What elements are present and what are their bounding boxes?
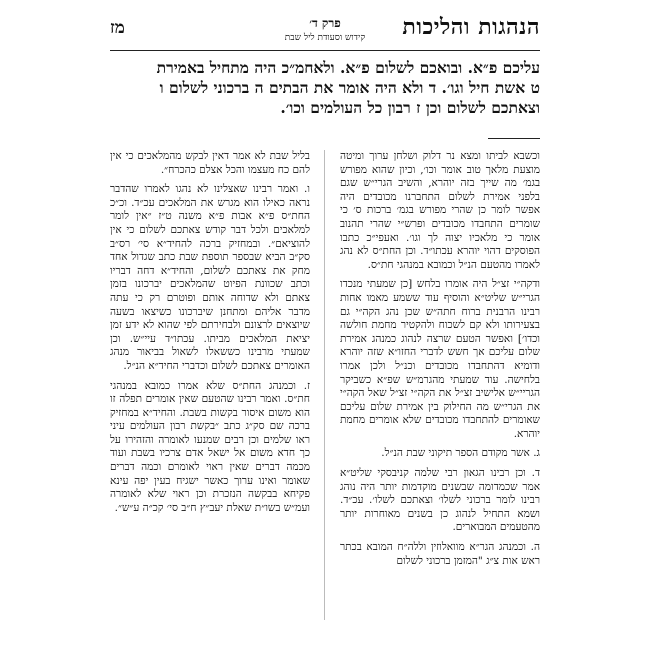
- footnote-paragraph: ו. ואמר רבינו שאצלינו לא נהגו לאמרו שהדבר נראה כאילו הוא מגרש את המלאכים עכ״ד. וכ״כ החת״ס פ״א אבות פ״א משנה ט״ז ״אין לומר למלאכים ולכל דבר קודש צאתכם לשלום כי אין להוציאם״. ובמחזיק ברכה להחיד״א סי׳ רס״ב סק״ב הביא שבספר תוספת שבת כתב שגדול אחד מחק את צאתכם לשלום, והחיד״א דחה דבריו וכתב שכוונת הפיוט שהמלאכים יברכונו בזמן צאתם ולא שדוחה אותם ופוטרם רק כי עתה מדבר אליהם ומתחנן שיברכונו כשיצאו בשעה שיוצאים לרצונם ולבחירתם לפי שהוא לא ידע זמן יציאת המלאכים מביתו. עכתו״ד עיי״ש. וכן שמעתי מרבינו כששאלו לשאול בביאור מנהג האומרים צאתכם לשלום וכדברי החיד״א הנ״ל.: [110, 183, 310, 372]
- footnote-paragraph: וכשבא לביתו ומצא נר דלוק ושלחן ערוך ומיטה מוצעת מלאך טוב אומר וכו׳, וכיון שהוא מפורש בגמ׳ מה שייך בזה יוהרא, והשיב הגרי״ש שגם בלפני אמירת לשלום התחברנו מכובדים היה אפשר לומר כן שהרי מפורש בגמ׳ ברכות ס׳ כי שומרים התחבדו מכובדים ופרש״י שהרי תהנוב אומר כי מלאכיו יצוה לך וגו׳. ואעפי״כ כתבו הפוסקים דהוי יוהרא עכתו״ד. וכן החת״ס לא נהג לאמרו מהטעם הנ״ל וכמובא במנהגי חת״ס.: [340, 150, 540, 271]
- footnote-divider: [488, 138, 540, 139]
- subsection-label: קידוש וסעודת ליל שבת: [284, 33, 366, 43]
- footnotes-right-column: [340, 150, 540, 574]
- page-header: [110, 14, 540, 54]
- footnote-paragraph: ז. וכמנהג החת״ס שלא אמרו כמובא במנהגי חת״ס. ואמר רבינו שהטעם שאין אומרים תפלה זו הוא משום איסור בקשות בשבת. והחיד״א במחזיק ברכה שם סק״ג כתב ״בקשת רבון העולמים עיני ראו שלמים וכן רבים שמנעו לאומרה והזהירו על כך חדא משום אל ישאל אדם צרכיו בשבת ועוד מכמה דברים שאין ראוי לאומרם וכמה דברים שאומר ואינו ערוך כאשר ישגיח בעין יפה עינא פקיחא בבקשה הנזכרת וכן ראוי שלא לאומרה ועמ״ש בשו״ת שאלת יעב״ץ ח״ב סי׳ קכ״ה ע״ש״.: [110, 379, 310, 514]
- main-text-line: עליכם פ״א. ובואכם לשלום פ״א. ולאחמ״כ היה מתחיל באמירת: [156, 58, 540, 77]
- column-separator: [324, 150, 325, 620]
- page-number: מז: [110, 18, 125, 38]
- main-text-line: וצאתכם לשלום וכן ז רבון כל העולמים וכו׳.: [280, 98, 540, 117]
- running-title: הנהגות והליכות: [402, 14, 540, 40]
- chapter-label: פרק ד׳: [309, 16, 341, 30]
- main-text-line: ט אשת חיל וגו׳. ד ולא היה אומר את הבתים ה ברכוני לשלום ו: [159, 78, 540, 97]
- header-divider: [110, 50, 540, 51]
- footnote-paragraph: ודקה״י זצ״ל היה אומרו בלחש [כן שמעתי מנכדו הגרי״ש שליט״א והוסיף עוד ששמע מאמו אחות רבינו הרבנית ברוח חתה״ש שכן נהג הקה״י גם בצעירותו ולא קם לשכוח ולהקטיר מחמת חולשה וכדו׳] ואפשר הטעם שרצה לנהוג כמנהג אמירת שלום עליכם אך חשש לדברי החזו״א שזה יוהרא ודומיא דהתחבדו מכובדים וכנ״ל ולכן אמרו בלחישה. עוד שמעתי מהגרמ״ש שפ״א כשביקר הגריי״ש אלישיב זצ״ל את הקה״י זצ״ל שאל הקה״י את הגרי״ש מה החילוק בין אמירת שלום עליכם שאומרים להתחבדו מכובדים שלא אומרים מחמת יוהרא.: [340, 278, 540, 440]
- footnote-paragraph: ג. אשר מקודם הספר תיקוני שבת הנ״ל.: [381, 447, 540, 460]
- footnote-paragraph: ה. וכמנהג הגר״א מוואלוזין וללה״ח המובא בכתר ראש אות צ״ג "המזמן ברכוני לשלום: [340, 541, 540, 567]
- footnotes-left-column: [110, 150, 310, 521]
- chapter-heading: [110, 16, 540, 43]
- footnote-paragraph: בליל שבת לא אמר דאין לבקש מהמלאכים כי אין להם כח מעצמו והכל אצלם כהכרח״.: [110, 150, 310, 176]
- main-text-block: [110, 58, 540, 118]
- footnote-paragraph: ד. וכן רבינו הגאון רבי שלמה קניבסקי שליט״א אמר שכמדומה שבשנים מוקדמות יותר היה נוהג רבינו לומר ברכוני לשלו׳ וצאתכם לשלו׳. עכ״ד. ושמא התחיל לנהוג כן בשנים מאוחרות יותר מהטעמים המבוארים.: [340, 467, 540, 534]
